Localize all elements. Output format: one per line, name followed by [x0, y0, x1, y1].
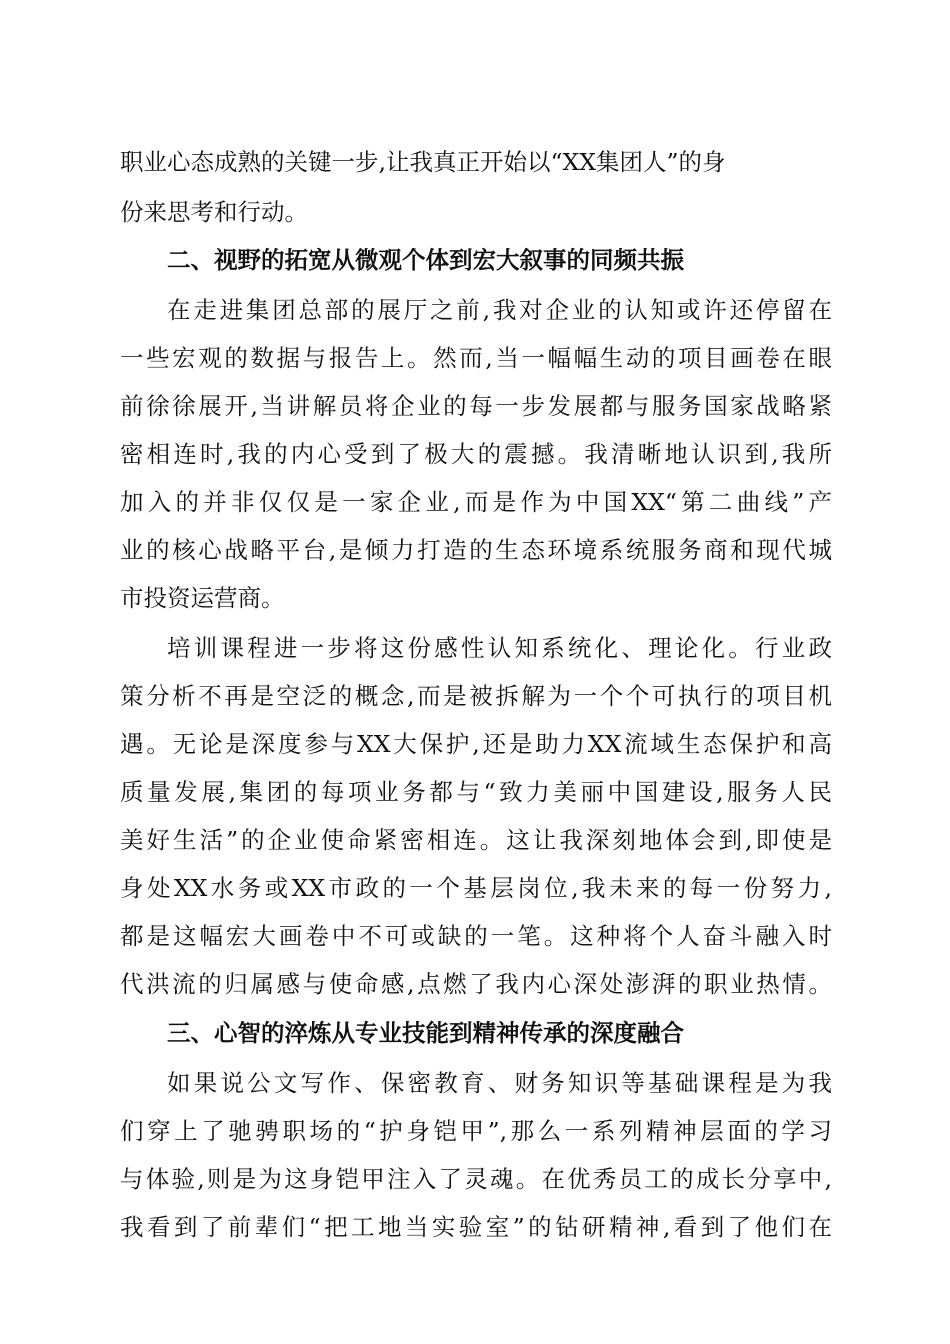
text-line: 份来思考和行动。: [120, 198, 308, 226]
text-line: 质量发展,集团的每项业务都与“致力美丽中国建设,服务人民: [120, 778, 832, 806]
text-line: 密相连时,我的内心受到了极大的震撼。我清晰地认识到,我所: [120, 440, 832, 468]
text-line: 们穿上了驰骋职场的“护身铠甲”,那么一系列精神层面的学习: [120, 1117, 832, 1145]
text-line: 业的核心战略平台,是倾力打造的生态环境系统服务商和现代城: [120, 536, 832, 564]
text-line: 一些宏观的数据与报告上。然而,当一幅幅生动的项目画卷在眼: [120, 344, 832, 372]
text-line: 市投资运营商。: [120, 584, 285, 612]
text-line: 如果说公文写作、保密教育、财务知识等基础课程是为我: [167, 1069, 832, 1097]
section-heading-2: 二、视野的拓宽从微观个体到宏大叙事的同频共振: [167, 246, 684, 274]
text-line: 加入的并非仅仅是一家企业,而是作为中国XX“第二曲线”产: [120, 488, 832, 516]
text-line: 我看到了前辈们“把工地当实验室”的钻研精神,看到了他们在: [120, 1213, 832, 1241]
text-line: 职业心态成熟的关键一步,让我真正开始以“XX集团人”的身: [120, 148, 726, 176]
text-line: 遇。无论是深度参与XX大保护,还是助力XX流域生态保护和高: [120, 730, 832, 758]
text-line: 策分析不再是空泛的概念,而是被拆解为一个个可执行的项目机: [120, 682, 832, 710]
text-line: 美好生活”的企业使命紧密相连。这让我深刻地体会到,即使是: [120, 826, 832, 854]
text-line: 前徐徐展开,当讲解员将企业的每一步发展都与服务国家战略紧: [120, 392, 832, 420]
text-line: 都是这幅宏大画卷中不可或缺的一笔。这种将个人奋斗融入时: [120, 922, 832, 950]
text-line: 代洪流的归属感与使命感,点燃了我内心深处澎湃的职业热情。: [120, 970, 832, 998]
text-line: 与体验,则是为这身铠甲注入了灵魂。在优秀员工的成长分享中,: [120, 1165, 832, 1193]
text-line: 身处XX水务或XX市政的一个基层岗位,我未来的每一份努力,: [120, 874, 832, 902]
text-line: 培训课程进一步将这份感性认知系统化、理论化。行业政: [167, 634, 832, 662]
text-line: 在走进集团总部的展厅之前,我对企业的认知或许还停留在: [167, 296, 832, 324]
section-heading-3: 三、心智的淬炼从专业技能到精神传承的深度融合: [167, 1019, 684, 1047]
